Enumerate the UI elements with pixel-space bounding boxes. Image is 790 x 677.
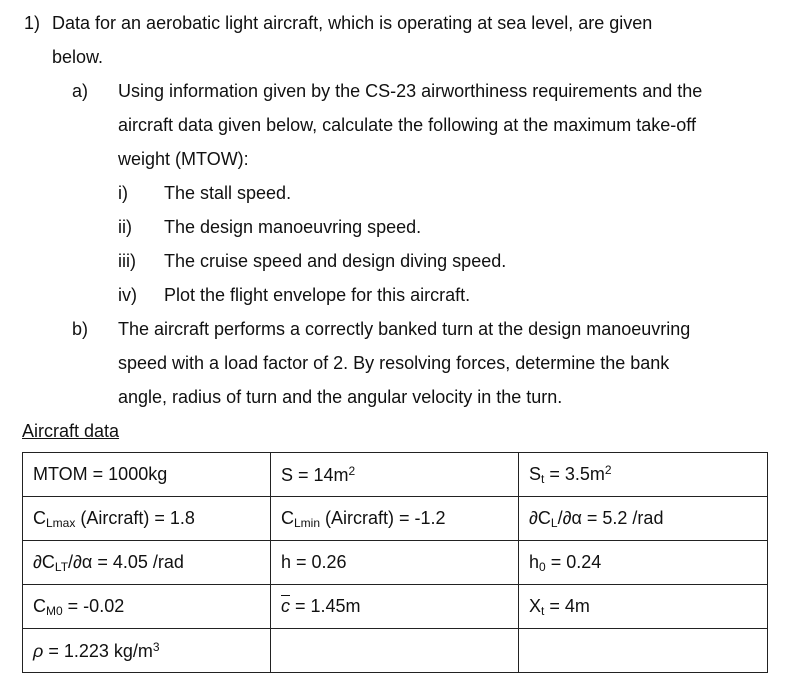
tail-area-value: = 3.5m	[544, 464, 605, 484]
question-number: 1)	[24, 13, 41, 33]
item-iv-label: iv)	[118, 285, 137, 305]
density-exponent: 3	[152, 639, 160, 654]
aircraft-data-table	[22, 452, 768, 673]
part-a-line-3: weight (MTOW):	[118, 149, 249, 169]
empty-cell	[519, 629, 768, 673]
table-row	[23, 585, 768, 629]
lift-slope-subscript: L	[550, 515, 558, 530]
tail-arm-subscript: t	[541, 603, 545, 618]
part-b-label: b)	[72, 319, 89, 339]
aero-centre-cell	[519, 541, 768, 585]
table-row	[23, 497, 768, 541]
table-row	[23, 541, 768, 585]
item-ii-text: The design manoeuvring speed.	[164, 217, 422, 237]
table-row	[23, 629, 768, 673]
clmax-subscript: Lmax	[46, 515, 76, 530]
cm0-symbol: C	[33, 595, 46, 616]
cg-position-value: h = 0.26	[281, 552, 347, 572]
mtom-cell	[23, 453, 271, 497]
tail-lift-slope-symbol: ∂C	[33, 551, 55, 572]
item-ii-label: ii)	[118, 217, 132, 237]
aero-centre-value: = 0.24	[545, 551, 602, 572]
clmax-cell	[23, 497, 271, 541]
item-i-label: i)	[118, 183, 128, 203]
lift-slope-cell	[519, 497, 768, 541]
part-b-line-2: speed with a load factor of 2. By resolving forces, determine the bank	[118, 353, 670, 373]
density-cell	[23, 629, 271, 673]
tail-arm-value: = 4m	[544, 595, 590, 616]
clmin-symbol: C	[281, 507, 294, 528]
aero-centre-symbol: h	[529, 551, 540, 572]
tail-lift-slope-value: /∂α = 4.05 /rad	[68, 551, 184, 572]
table-row	[23, 453, 768, 497]
lift-slope-value: /∂α = 5.2 /rad	[557, 507, 664, 528]
cg-position-cell	[271, 541, 519, 585]
clmin-cell	[271, 497, 519, 541]
mean-chord-cell	[271, 585, 519, 629]
cm0-cell	[23, 585, 271, 629]
tail-arm-symbol: X	[529, 595, 542, 616]
tail-area-symbol: S	[529, 464, 542, 484]
wing-area-exponent: 2	[348, 463, 356, 478]
part-b-line-1: The aircraft performs a correctly banked turn at the design manoeuvring	[118, 319, 691, 339]
intro-line-1: Data for an aerobatic light aircraft, which is operating at sea level, are given	[52, 13, 653, 33]
part-b-line-3: angle, radius of turn and the angular velocity in the turn.	[118, 387, 563, 407]
tail-area-subscript: t	[541, 472, 545, 486]
tail-arm-cell	[519, 585, 768, 629]
mean-chord-symbol: $\overline{c}$	[281, 596, 290, 616]
lift-slope-symbol: ∂C	[529, 507, 551, 528]
item-i-text: The stall speed.	[164, 183, 292, 203]
clmax-symbol: C	[33, 507, 46, 528]
cm0-value: = -0.02	[62, 595, 125, 616]
mtom-value: MTOM = 1000kg	[33, 464, 168, 484]
clmin-value: (Aircraft) = -1.2	[320, 507, 446, 528]
density-value: = 1.223 kg/m	[43, 640, 153, 661]
item-iii-text: The cruise speed and design diving speed.	[164, 251, 507, 271]
item-iii-label: iii)	[118, 251, 136, 271]
wing-area-cell	[271, 453, 519, 497]
wing-area-value: S = 14m	[281, 464, 349, 485]
mean-chord-value: = 1.45m	[290, 596, 361, 616]
aero-centre-subscript: 0	[539, 559, 546, 574]
tail-area-cell	[519, 453, 768, 497]
part-a-line-1: Using information given by the CS-23 airworthiness requirements and the	[118, 81, 703, 101]
clmin-subscript: Lmin	[294, 515, 321, 530]
tail-area-exponent: 2	[604, 463, 612, 477]
tail-lift-slope-cell	[23, 541, 271, 585]
clmax-value: (Aircraft) = 1.8	[75, 507, 195, 528]
cm0-subscript: M0	[46, 603, 63, 618]
density-symbol: ρ	[33, 640, 44, 661]
part-a-label: a)	[72, 81, 89, 101]
aircraft-data-heading: Aircraft data	[22, 421, 120, 441]
intro-line-2: below.	[52, 47, 104, 67]
empty-cell	[271, 629, 519, 673]
tail-lift-slope-subscript: LT	[54, 559, 69, 574]
part-a-line-2: aircraft data given below, calculate the following at the maximum take-off	[118, 115, 696, 135]
item-iv-text: Plot the flight envelope for this aircraft.	[164, 285, 471, 305]
